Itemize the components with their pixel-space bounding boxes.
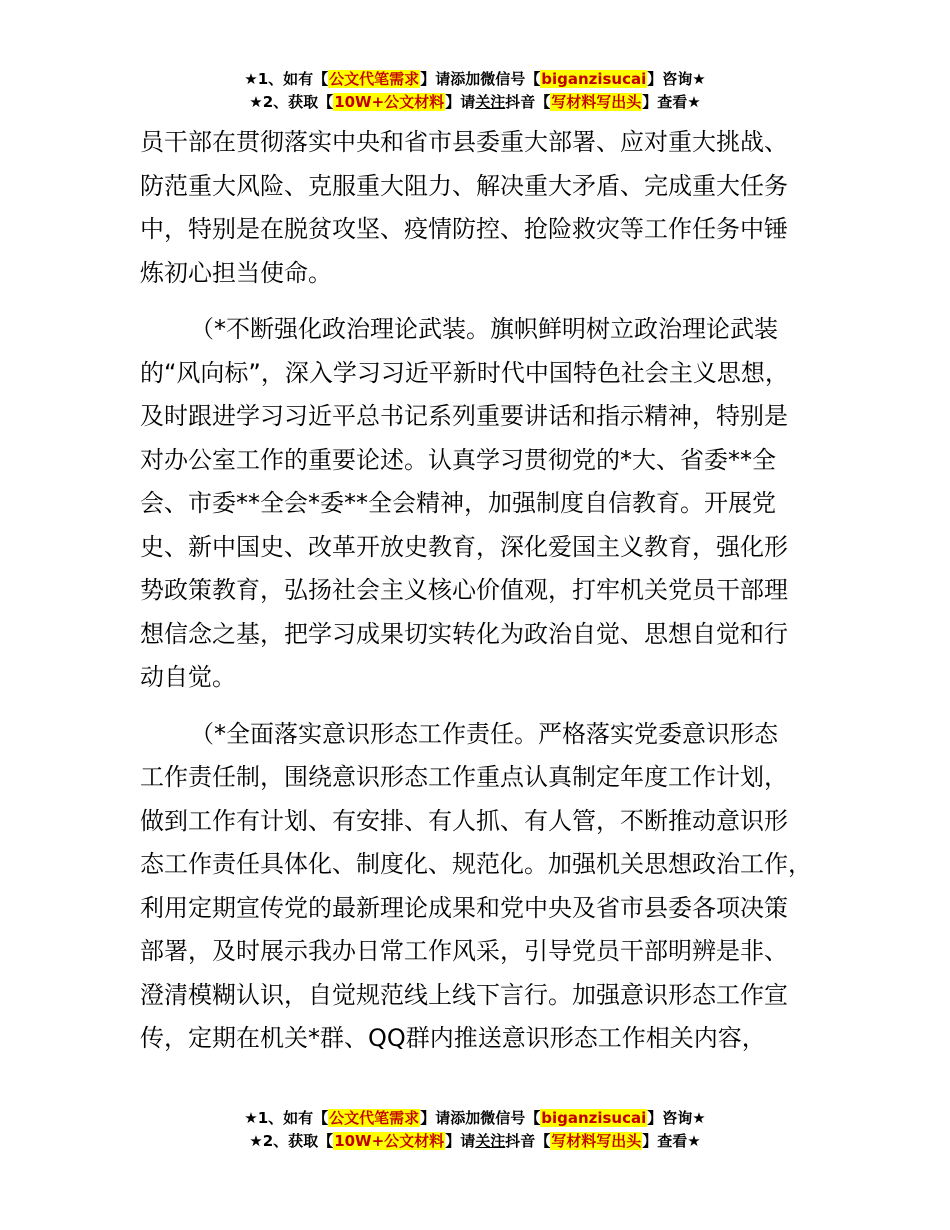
text-line: 做到工作有计划、有安排、有人抓、有人管，不断推动意识形 — [140, 806, 788, 835]
header-banner — [0, 68, 950, 114]
banner-highlight-douyin: 写材料写出头 — [551, 93, 642, 111]
text-line: 利用定期宣传党的最新理论成果和党中央及省市县委各项决策 — [140, 893, 788, 922]
text-line: 势政策教育，弘扬社会主义核心价值观，打牢机关党员干部理 — [140, 576, 788, 604]
banner-text: 】请 — [445, 1132, 476, 1150]
document-body — [140, 121, 840, 1061]
banner-text: 】请添加微信号【 — [420, 1109, 541, 1127]
banner-highlight-service: 公文代笔需求 — [329, 70, 420, 88]
banner-line-2 — [0, 91, 950, 114]
text-line: 动自觉。 — [140, 663, 236, 691]
banner-line-2 — [0, 1130, 950, 1153]
text-line: 中，特别是在脱贫攻坚、疫情防控、抢险救灾等工作任务中锤 — [140, 215, 788, 243]
banner-text: 】查看★ — [642, 1132, 701, 1150]
banner-highlight-materials: 10W+公文材料 — [334, 1132, 445, 1150]
banner-text: 】请添加微信号【 — [420, 70, 541, 88]
text-line: 部署，及时展示我办日常工作风采，引导党员干部明辨是非、 — [140, 937, 788, 965]
banner-highlight-wechat-id: biganzisucai — [541, 70, 647, 88]
text-line: 及时跟进学习习近平总书记系列重要讲话和指示精神，特别是 — [140, 402, 788, 430]
text-line: （*全面落实意识形态工作责任。严格落实党委意识形态 — [190, 719, 778, 748]
banner-highlight-materials: 10W+公文材料 — [334, 93, 445, 111]
text-line: 对办公室工作的重要论述。认真学习贯彻党的*大、省委**全 — [140, 445, 776, 474]
text-line: 的“风向标”，深入学习习近平新时代中国特色社会主义思想， — [140, 358, 789, 387]
banner-text: 抖音【 — [505, 93, 551, 111]
banner-underlined-follow: 关注 — [475, 1132, 506, 1150]
text-line: 工作责任制，围绕意识形态工作重点认真制定年度工作计划， — [140, 763, 788, 791]
banner-text: ★2、获取【 — [249, 1132, 334, 1150]
banner-text: 】请 — [445, 93, 476, 111]
text-line: 炼初心担当使命。 — [140, 258, 332, 287]
banner-text: 】查看★ — [642, 93, 701, 111]
footer-banner — [0, 1107, 950, 1153]
banner-text: ★2、获取【 — [249, 93, 334, 111]
paragraph-1 — [140, 121, 840, 295]
text-line: 防范重大风险、克服重大阻力、解决重大矛盾、完成重大任务 — [140, 171, 788, 200]
banner-text: ★1、如有【 — [244, 70, 329, 88]
banner-text: 】咨询★ — [647, 70, 706, 88]
text-line: 澄清模糊认识，自觉规范线上线下言行。加强意识形态工作宣 — [140, 980, 788, 1009]
banner-highlight-douyin: 写材料写出头 — [551, 1132, 642, 1150]
text-line: 想信念之基，把学习成果切实转化为政治自觉、思想自觉和行 — [140, 619, 788, 648]
text-line: 史、新中国史、改革开放史教育，深化爱国主义教育，强化形 — [140, 532, 788, 561]
banner-text: 】咨询★ — [647, 1109, 706, 1127]
banner-line-1 — [0, 68, 950, 91]
banner-text: ★1、如有【 — [244, 1109, 329, 1127]
text-line: 会、市委**全会*委**全会精神，加强制度自信教育。开展党 — [140, 489, 776, 517]
banner-line-1 — [0, 1107, 950, 1130]
banner-highlight-wechat-id: biganzisucai — [541, 1109, 647, 1127]
paragraph-2 — [140, 308, 840, 700]
text-line: （*不断强化政治理论武装。旗帜鲜明树立政治理论武装 — [190, 315, 778, 343]
paragraph-3 — [140, 713, 840, 1061]
banner-underlined-follow: 关注 — [475, 93, 506, 111]
banner-highlight-service: 公文代笔需求 — [329, 1109, 420, 1127]
text-line: 态工作责任具体化、制度化、规范化。加强机关思想政治工作， — [140, 850, 812, 878]
text-line: 传，定期在机关*群、QQ群内推送意识形态工作相关内容， — [140, 1024, 766, 1052]
text-line: 员干部在贯彻落实中央和省市县委重大部署、应对重大挑战、 — [140, 128, 788, 156]
banner-text: 抖音【 — [505, 1132, 551, 1150]
